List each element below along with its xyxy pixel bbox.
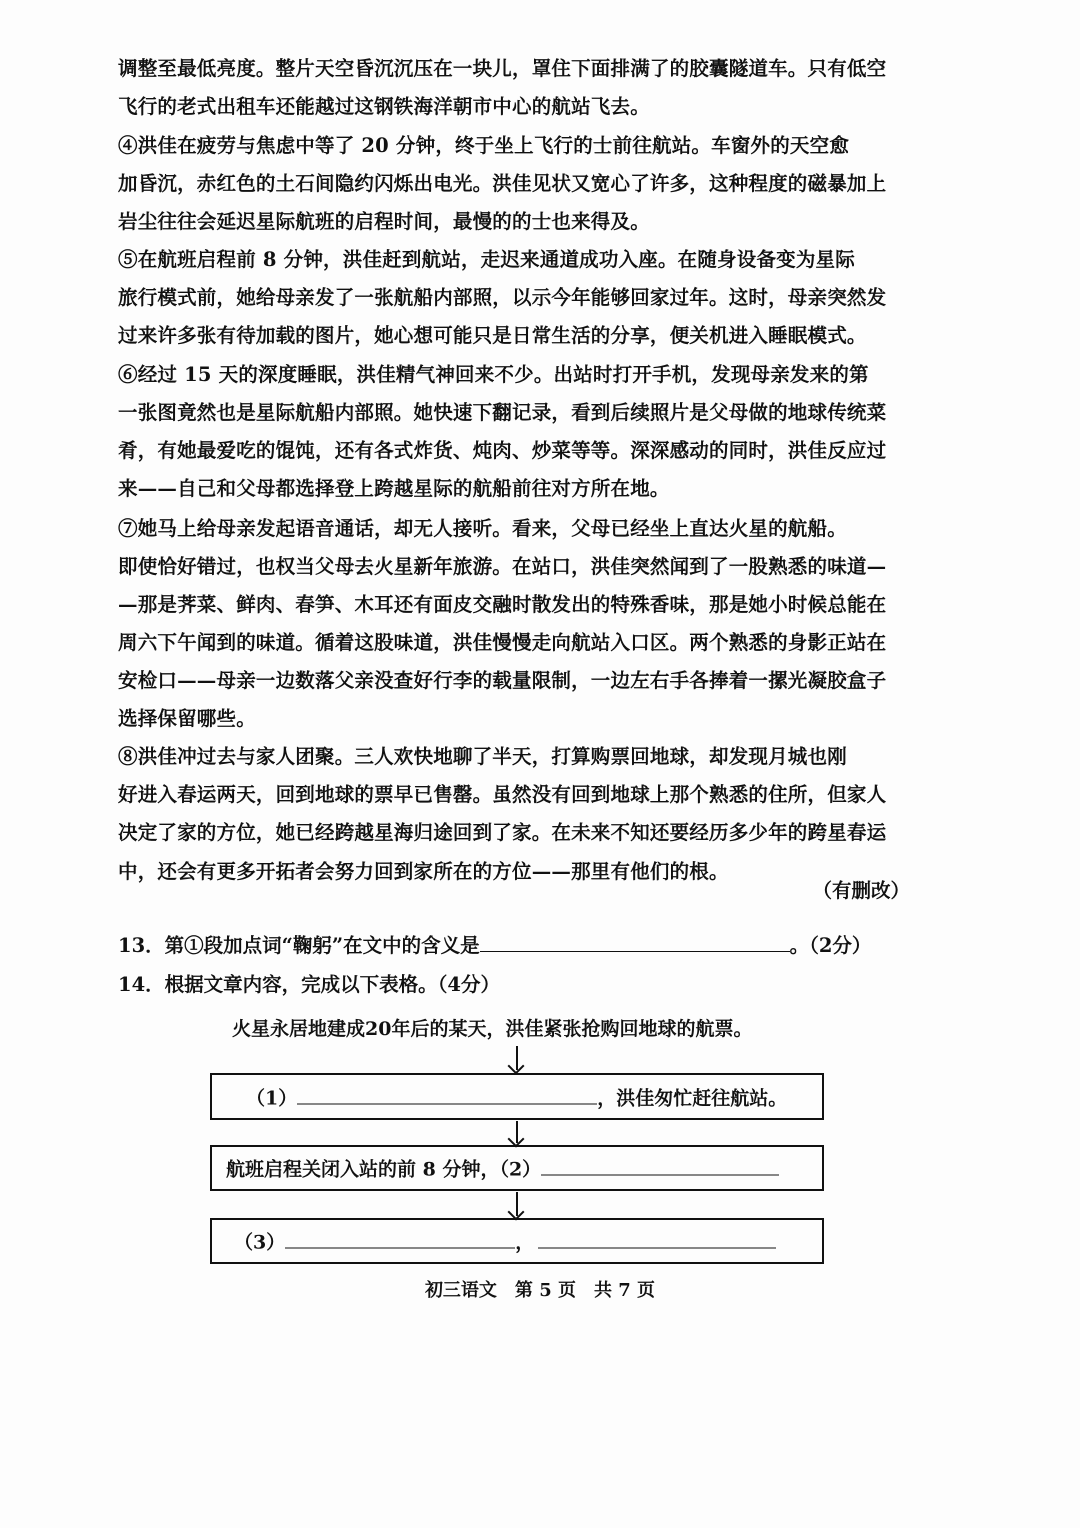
box3-separator: ， <box>515 1231 535 1254</box>
box2-answer-blank[interactable] <box>541 1155 779 1176</box>
passage-line: 肴，有她最爱吃的馄饨，还有各式炸货、炖肉、炒菜等等。深深感动的同时，洪佳反应过 <box>118 439 887 462</box>
down-arrow-icon <box>516 1121 518 1143</box>
passage-line: ⑤在航班启程前 8 分钟，洪佳赶到航站，走迟来通道成功入座。在随身设备变为星际 <box>118 248 855 271</box>
flow-box-1 <box>210 1073 824 1120</box>
box2-prefix: 航班启程关闭入站的前 8 分钟，（2） <box>226 1158 542 1181</box>
passage-line: 好进入春运两天，回到地球的票早已售罄。虽然没有回到地球上那个熟悉的住所，但家人 <box>118 783 887 806</box>
box1-suffix: ，洪佳匆忙赶往航站。 <box>597 1087 788 1109</box>
flow-box-2 <box>210 1145 824 1191</box>
passage-line: 一张图竟然也是星际航船内部照。她快速下翻记录，看到后续照片是父母做的地球传统菜 <box>118 401 887 424</box>
box3-answer-blank-b[interactable] <box>538 1228 776 1249</box>
passage-line: —那是荠菜、鲜肉、春笋、木耳还有面皮交融时散发出的特殊香味，那是她小时候总能在 <box>118 593 887 616</box>
passage-line: 旅行模式前，她给母亲发了一张航船内部照，以示今年能够回家过年。这时，母亲突然发 <box>118 286 887 309</box>
box3-answer-blank-a[interactable] <box>285 1228 515 1249</box>
down-arrow-icon <box>516 1192 518 1216</box>
passage-line: ④洪佳在疲劳与焦虑中等了 20 分钟，终于坐上飞行的士前往航站。车窗外的天空愈 <box>118 134 850 157</box>
box1-prefix: （1） <box>246 1087 298 1109</box>
passage-line: 选择保留哪些。 <box>118 707 256 730</box>
passage-line: 过来许多张有待加载的图片，她心想可能只是日常生活的分享，便关机进入睡眠模式。 <box>118 324 867 347</box>
q13-suffix: 。（2分） <box>789 934 872 957</box>
passage-line: 来——自己和父母都选择登上跨越星际的航船前往对方所在地。 <box>118 477 670 500</box>
box1-answer-blank[interactable] <box>297 1083 597 1104</box>
passage-line: 周六下午闻到的味道。循着这股味道，洪佳慢慢走向航站入口区。两个熟悉的身影正站在 <box>118 631 887 654</box>
q13-prefix: 13．第①段加点词“鞠躬”在文中的含义是 <box>118 934 480 957</box>
passage-line: 岩尘往往会延迟星际航班的启程时间，最慢的的士也来得及。 <box>118 210 650 233</box>
passage-line: 调整至最低亮度。整片天空昏沉沉压在一块儿，罩住下面排满了的胶囊隧道车。只有低空 <box>118 57 887 80</box>
box3-prefix: （3） <box>234 1231 286 1254</box>
question-14: 14．根据文章内容，完成以下表格。（4分） <box>118 973 500 996</box>
passage-line: ⑦她马上给母亲发起语音通话，却无人接听。看来，父母已经坐上直达火星的航船。 <box>118 517 847 540</box>
down-arrow-icon <box>516 1046 518 1070</box>
flow-top-sentence: 火星永居地建成20年后的某天，洪佳紧张抢购回地球的航票。 <box>232 1018 753 1040</box>
passage-line: 决定了家的方位，她已经跨越星海归途回到了家。在未来不知还要经历多少年的跨星春运 <box>118 821 887 844</box>
q13-answer-blank[interactable] <box>480 931 790 952</box>
source-note: （有删改） <box>812 879 910 902</box>
passage-line: ⑥经过 15 天的深度睡眠，洪佳精气神回来不少。出站时打开手机，发现母亲发来的第 <box>118 363 869 386</box>
passage-line: 飞行的老式出租车还能越过这钢铁海洋朝市中心的航站飞去。 <box>118 95 650 118</box>
passage-line: 安检口——母亲一边数落父亲没查好行李的载量限制，一边左右手各捧着一摞光凝胶盒子 <box>118 669 887 692</box>
page-footer: 初三语文 第 5 页 共 7 页 <box>424 1280 656 1301</box>
passage-line: 中，还会有更多开拓者会努力回到家所在的方位——那里有他们的根。 <box>118 860 729 883</box>
passage-line: ⑧洪佳冲过去与家人团聚。三人欢快地聊了半天，打算购票回地球，却发现月城也刚 <box>118 745 847 768</box>
flow-box-3 <box>210 1218 824 1264</box>
passage-line: 即使恰好错过，也权当父母去火星新年旅游。在站口，洪佳突然闻到了一股熟悉的味道— <box>118 555 887 578</box>
question-13 <box>118 930 871 958</box>
passage-line: 加昏沉，赤红色的土石间隐约闪烁出电光。洪佳见状又宽心了许多，这种程度的磁暴加上 <box>118 172 887 195</box>
